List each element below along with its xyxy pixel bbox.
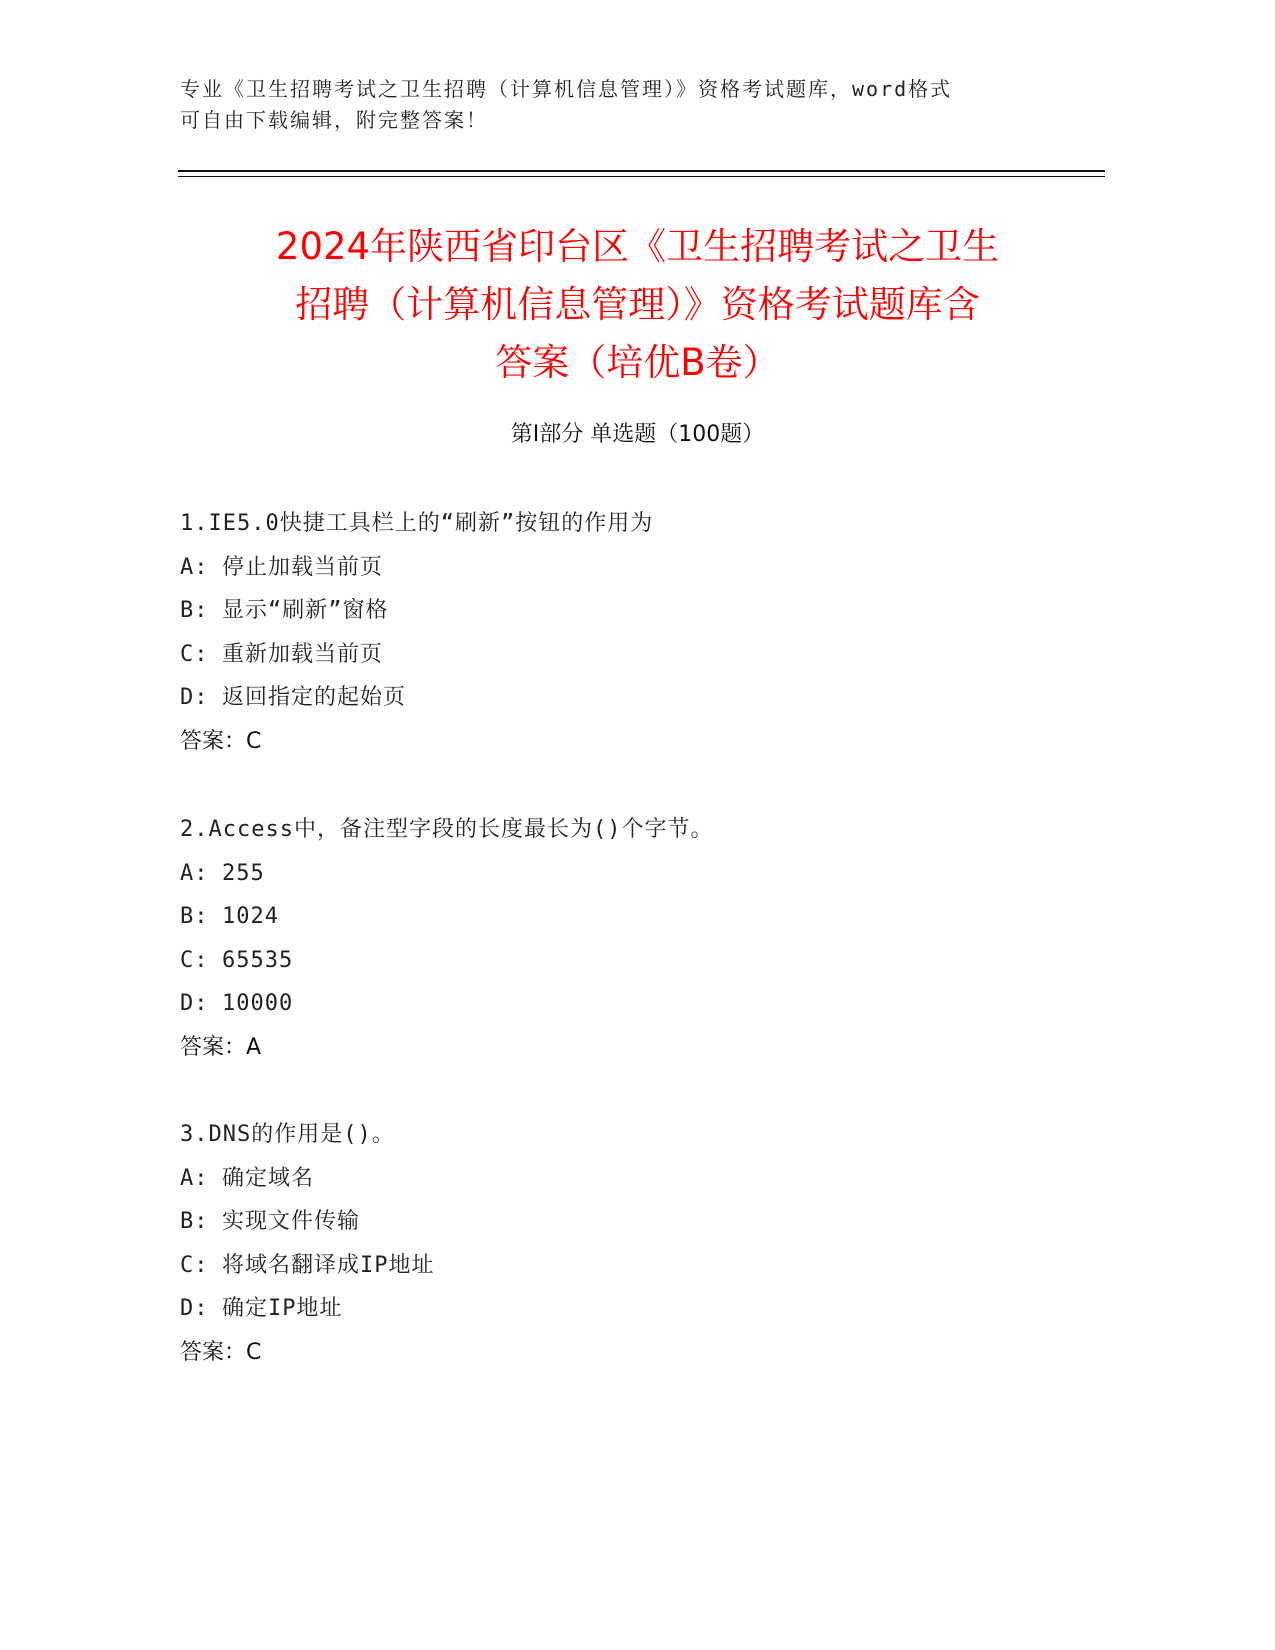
option-b: [180, 1200, 1080, 1244]
option-d: [180, 676, 1080, 720]
header-note-line-2: 可自由下载编辑，附完整答案！: [180, 108, 488, 132]
question-2: [180, 808, 1080, 1069]
option-letter: B:: [180, 1209, 209, 1234]
option-letter: C:: [180, 1252, 209, 1278]
answer-line: 答案：C: [180, 1339, 262, 1365]
document-title: [150, 218, 1125, 392]
document-title-line-3: 答案（培优B卷）: [495, 341, 780, 384]
option-a: [180, 1157, 1080, 1201]
answer-line: 答案：A: [180, 1034, 262, 1060]
question-1: [180, 502, 1080, 763]
question-stem: 2.Access中，备注型字段的长度最长为()个字节。: [180, 817, 714, 842]
option-letter: A:: [180, 860, 209, 886]
header-divider-thin: [178, 176, 1105, 177]
document-title-line-2: 招聘（计算机信息管理）》资格考试题库含: [295, 283, 980, 326]
option-text: 65535: [222, 947, 294, 973]
option-text: 重新加载当前页: [222, 641, 384, 667]
header-note-line-1: 专业《卫生招聘考试之卫生招聘（计算机信息管理）》资格考试题库，word格式: [180, 77, 953, 101]
section-heading: 第Ⅰ部分 单选题（100题）: [510, 422, 765, 447]
option-c: [180, 633, 1080, 677]
option-text: 确定域名: [222, 1165, 315, 1191]
question-stem: 1.IE5.0快捷工具栏上的“刷新”按钮的作用为: [180, 511, 654, 536]
option-text: 停止加载当前页: [222, 554, 384, 580]
option-letter: B:: [180, 598, 209, 623]
answer-line: 答案：C: [180, 728, 262, 754]
header-divider-thick: [178, 170, 1105, 172]
option-text: 1024: [222, 904, 279, 929]
option-letter: D:: [180, 1296, 209, 1321]
option-c: [180, 1244, 1080, 1288]
option-d: [180, 982, 1080, 1026]
option-a: [180, 852, 1080, 896]
option-text: 255: [222, 860, 265, 886]
option-b: [180, 589, 1080, 633]
question-3: [180, 1113, 1080, 1374]
option-c: [180, 939, 1080, 983]
document-title-line-1: 2024年陕西省印台区《卫生招聘考试之卫生: [275, 225, 1000, 268]
option-letter: A:: [180, 554, 209, 580]
option-text: 将域名翻译成IP地址: [222, 1252, 435, 1278]
option-letter: C:: [180, 947, 209, 973]
option-letter: D:: [180, 685, 209, 710]
question-stem: 3.DNS的作用是()。: [180, 1122, 395, 1147]
option-a: [180, 546, 1080, 590]
option-letter: C:: [180, 641, 209, 667]
option-d: [180, 1287, 1080, 1331]
option-text: 10000: [222, 991, 294, 1016]
option-text: 确定IP地址: [222, 1296, 343, 1321]
option-letter: D:: [180, 991, 209, 1016]
option-text: 返回指定的起始页: [222, 685, 407, 710]
option-letter: A:: [180, 1165, 209, 1191]
option-text: 显示“刷新”窗格: [222, 598, 389, 623]
option-text: 实现文件传输: [222, 1209, 361, 1234]
option-b: [180, 895, 1080, 939]
header-note: [180, 74, 1080, 136]
option-letter: B:: [180, 904, 209, 929]
